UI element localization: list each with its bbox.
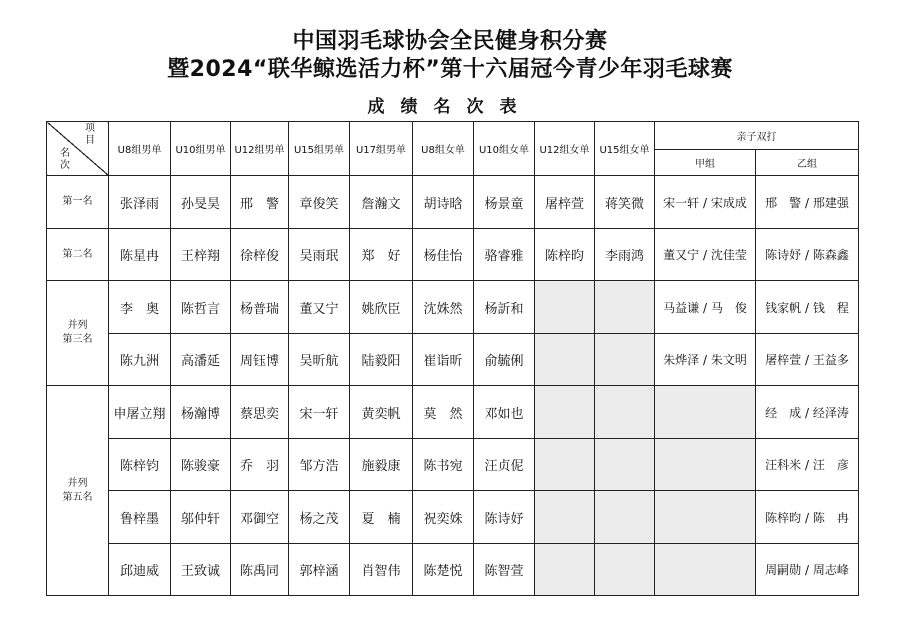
rank-label: 第二名 (47, 229, 109, 281)
doubles-pair-cell: 朱烨泽 / 朱文明 (655, 334, 756, 386)
player-cell: 吴雨珉 (289, 229, 350, 281)
table-row (47, 176, 859, 229)
doubles-pair-cell: 马益谦 / 马 俊 (655, 281, 756, 334)
header-event-label: 项目 (85, 123, 95, 146)
table-row (47, 281, 859, 334)
player-cell: 郑 好 (350, 229, 413, 281)
event-header: U10组男单 (171, 122, 231, 176)
player-cell: 陈梓钧 (109, 439, 171, 491)
empty-cell (595, 491, 655, 544)
player-cell: 屠梓萱 (535, 176, 595, 229)
player-cell: 陈诗妤 (474, 491, 535, 544)
player-cell: 陆毅阳 (350, 334, 413, 386)
player-cell: 杨景童 (474, 176, 535, 229)
event-header: U10组女单 (474, 122, 535, 176)
title-line-1: 中国羽毛球协会全民健身积分赛 (292, 29, 608, 54)
doubles-pair-cell: 陈诗妤 / 陈森鑫 (756, 229, 859, 281)
player-cell: 陈星冉 (109, 229, 171, 281)
player-cell: 骆睿雅 (474, 229, 535, 281)
player-cell: 汪贞伲 (474, 439, 535, 491)
empty-cell (535, 439, 595, 491)
player-cell: 陈楚悦 (413, 544, 474, 596)
event-header: U15组男单 (289, 122, 350, 176)
empty-cell (595, 334, 655, 386)
player-cell: 邱迪威 (109, 544, 171, 596)
player-cell: 徐梓俊 (231, 229, 289, 281)
table-row (47, 386, 859, 439)
player-cell: 乔 羽 (231, 439, 289, 491)
player-cell: 董又宁 (289, 281, 350, 334)
event-header: U8组男单 (109, 122, 171, 176)
player-cell: 邢 警 (231, 176, 289, 229)
player-cell: 杨訢和 (474, 281, 535, 334)
corner-header-cell (47, 122, 109, 176)
player-cell: 邓如也 (474, 386, 535, 439)
table-row (47, 334, 859, 386)
empty-cell (535, 491, 595, 544)
player-cell: 蒋笑微 (595, 176, 655, 229)
player-cell: 张泽雨 (109, 176, 171, 229)
player-cell: 俞毓俐 (474, 334, 535, 386)
subtitle: 成绩名次表 (367, 97, 533, 117)
empty-cell (655, 491, 756, 544)
player-cell: 沈姝然 (413, 281, 474, 334)
player-cell: 夏 楠 (350, 491, 413, 544)
empty-cell (535, 281, 595, 334)
player-cell: 杨之茂 (289, 491, 350, 544)
player-cell: 申屠立翔 (109, 386, 171, 439)
event-header: U12组女单 (535, 122, 595, 176)
empty-cell (595, 386, 655, 439)
player-cell: 陈书宛 (413, 439, 474, 491)
empty-cell (595, 439, 655, 491)
empty-cell (595, 544, 655, 596)
player-cell: 陈禹同 (231, 544, 289, 596)
player-cell: 崔诣昕 (413, 334, 474, 386)
header-rank-label: 名次 (60, 148, 70, 171)
player-cell: 孙旻昊 (171, 176, 231, 229)
doubles-pair-cell: 经 成 / 经泽涛 (756, 386, 859, 439)
doubles-pair-cell: 邢 警 / 邢建强 (756, 176, 859, 229)
player-cell: 章俊笑 (289, 176, 350, 229)
player-cell: 詹瀚文 (350, 176, 413, 229)
title-line-2: 暨2024“联华鲸选活力杯”第十六届冠今青少年羽毛球赛 (167, 57, 733, 82)
player-cell: 高潘延 (171, 334, 231, 386)
player-cell: 邬仲轩 (171, 491, 231, 544)
doubles-pair-cell: 周嗣勋 / 周志峰 (756, 544, 859, 596)
event-header: U17组男单 (350, 122, 413, 176)
doubles-pair-cell: 汪科米 / 汪 彦 (756, 439, 859, 491)
player-cell: 王致诚 (171, 544, 231, 596)
player-cell: 陈智萱 (474, 544, 535, 596)
player-cell: 陈骏豪 (171, 439, 231, 491)
parent-child-doubles-header: 亲子双打 (655, 122, 859, 150)
table-row (47, 544, 859, 596)
player-cell: 陈梓昀 (535, 229, 595, 281)
player-cell: 鲁梓墨 (109, 491, 171, 544)
player-cell: 陈九洲 (109, 334, 171, 386)
group-b-header: 乙组 (756, 150, 859, 176)
player-cell: 杨瀚博 (171, 386, 231, 439)
doubles-pair-cell: 陈梓昀 / 陈 冉 (756, 491, 859, 544)
event-header: U8组女单 (413, 122, 474, 176)
player-cell: 王梓翔 (171, 229, 231, 281)
event-header: U12组男单 (231, 122, 289, 176)
empty-cell (655, 386, 756, 439)
player-cell: 施毅康 (350, 439, 413, 491)
empty-cell (595, 281, 655, 334)
empty-cell (655, 439, 756, 491)
player-cell: 周钰博 (231, 334, 289, 386)
doubles-pair-cell: 董又宁 / 沈佳莹 (655, 229, 756, 281)
table-row (47, 491, 859, 544)
player-cell: 宋一轩 (289, 386, 350, 439)
player-cell: 李 奥 (109, 281, 171, 334)
player-cell: 杨佳怡 (413, 229, 474, 281)
player-cell: 黄奕帆 (350, 386, 413, 439)
rank-label: 第一名 (47, 176, 109, 229)
table-row (47, 439, 859, 491)
player-cell: 姚欣臣 (350, 281, 413, 334)
player-cell: 莫 然 (413, 386, 474, 439)
results-table (46, 121, 859, 596)
player-cell: 蔡思奕 (231, 386, 289, 439)
empty-cell (655, 544, 756, 596)
player-cell: 胡诗晗 (413, 176, 474, 229)
event-header: U15组女单 (595, 122, 655, 176)
player-cell: 吴昕航 (289, 334, 350, 386)
player-cell: 邹方浩 (289, 439, 350, 491)
player-cell: 杨普瑞 (231, 281, 289, 334)
player-cell: 邓御空 (231, 491, 289, 544)
table-row (47, 229, 859, 281)
doubles-pair-cell: 屠梓萱 / 王益多 (756, 334, 859, 386)
player-cell: 李雨鸿 (595, 229, 655, 281)
player-cell: 郭梓涵 (289, 544, 350, 596)
empty-cell (535, 544, 595, 596)
doubles-pair-cell: 钱家帆 / 钱 程 (756, 281, 859, 334)
empty-cell (535, 334, 595, 386)
rank-label: 并列 第五名 (47, 386, 109, 596)
doubles-pair-cell: 宋一轩 / 宋成成 (655, 176, 756, 229)
player-cell: 肖智伟 (350, 544, 413, 596)
player-cell: 陈哲言 (171, 281, 231, 334)
empty-cell (535, 386, 595, 439)
rank-label: 并列 第三名 (47, 281, 109, 386)
player-cell: 祝奕姝 (413, 491, 474, 544)
group-a-header: 甲组 (655, 150, 756, 176)
